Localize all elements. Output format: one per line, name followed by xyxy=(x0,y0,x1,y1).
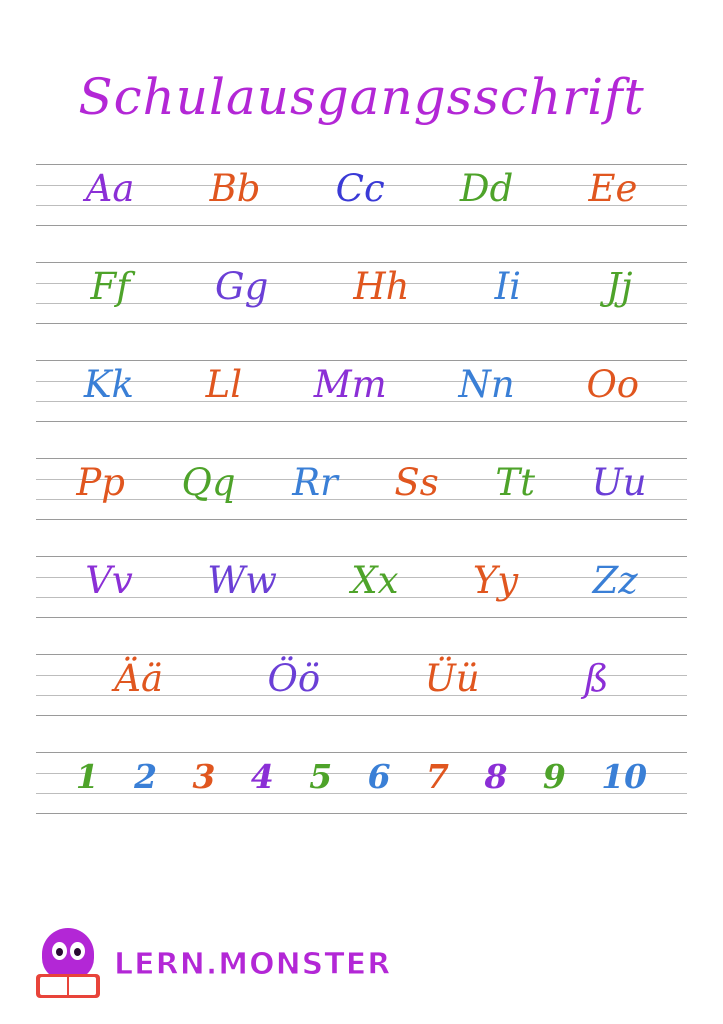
glyph: Nn xyxy=(458,362,515,406)
row-k-o xyxy=(36,360,687,422)
glyph: Ll xyxy=(205,362,243,406)
row-glyphs xyxy=(36,444,687,520)
glyph: 5 xyxy=(309,756,333,796)
glyph: Jj xyxy=(606,264,633,308)
glyph: 1 xyxy=(75,756,99,796)
row-glyphs xyxy=(36,738,687,814)
glyph: Ii xyxy=(494,264,522,308)
glyph: Hh xyxy=(353,264,410,308)
glyph: Cc xyxy=(335,166,385,210)
row-numbers xyxy=(36,752,687,814)
glyph: 6 xyxy=(367,756,391,796)
glyph: Mm xyxy=(313,362,387,406)
glyph: Gg xyxy=(215,264,269,308)
glyph: Vv xyxy=(85,558,133,602)
row-v-z xyxy=(36,556,687,618)
glyph: Zz xyxy=(592,558,638,602)
row-f-j xyxy=(36,262,687,324)
glyph: Üü xyxy=(424,656,480,700)
glyph: 8 xyxy=(484,756,508,796)
brand-name: LERN.MONSTER xyxy=(114,946,392,982)
row-umlauts xyxy=(36,654,687,716)
row-glyphs xyxy=(36,640,687,716)
row-glyphs xyxy=(36,150,687,226)
glyph: Oo xyxy=(586,362,640,406)
glyph: Xx xyxy=(351,558,399,602)
glyph: Ee xyxy=(588,166,638,210)
glyph: 9 xyxy=(542,756,566,796)
row-glyphs xyxy=(36,542,687,618)
glyph: Kk xyxy=(83,362,134,406)
glyph: Tt xyxy=(495,460,535,504)
row-p-u xyxy=(36,458,687,520)
glyph: Rr xyxy=(292,460,338,504)
glyph: Ww xyxy=(207,558,277,602)
glyph: Öö xyxy=(267,656,321,700)
page-title: Schulausgangsschrift xyxy=(78,68,645,126)
footer-branding xyxy=(36,926,391,1002)
alphabet-rows xyxy=(0,164,723,814)
glyph: Yy xyxy=(472,558,519,602)
glyph: ß xyxy=(584,656,609,700)
glyph: Aa xyxy=(85,166,135,210)
glyph: Dd xyxy=(459,166,514,210)
glyph: Pp xyxy=(76,460,125,504)
glyph: Ss xyxy=(394,460,439,504)
monster-with-book-icon xyxy=(36,926,100,1002)
glyph: Qq xyxy=(181,460,236,504)
row-a-e xyxy=(36,164,687,226)
glyph: Bb xyxy=(209,166,261,210)
glyph: 7 xyxy=(426,756,450,796)
row-glyphs xyxy=(36,248,687,324)
glyph: Ff xyxy=(90,264,130,308)
row-glyphs xyxy=(36,346,687,422)
glyph: 2 xyxy=(134,756,158,796)
glyph: 3 xyxy=(192,756,216,796)
glyph: Uu xyxy=(591,460,647,504)
glyph: 4 xyxy=(250,756,274,796)
glyph: Ää xyxy=(114,656,164,700)
glyph: 10 xyxy=(601,756,648,796)
